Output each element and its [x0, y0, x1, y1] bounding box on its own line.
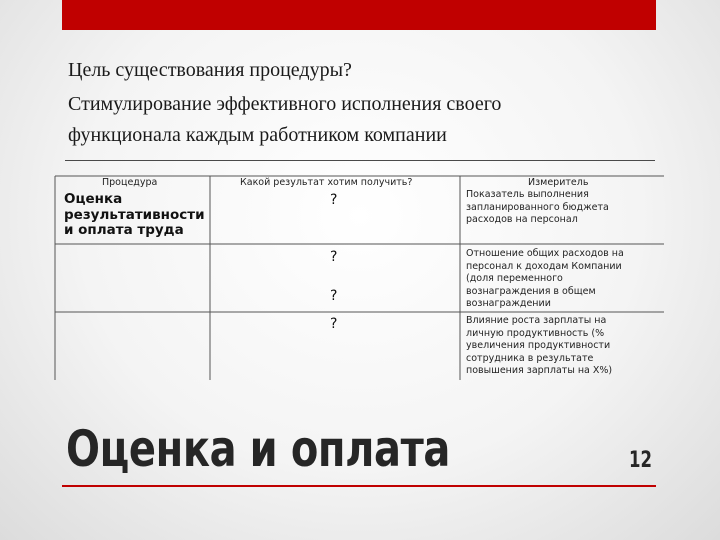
- top-accent-bar: [62, 0, 656, 30]
- header-result: Какой результат хотим получить?: [240, 177, 413, 188]
- procedure-line: результативности: [64, 206, 205, 223]
- bottom-accent-rule: [62, 485, 656, 487]
- measure-line: личную продуктивность (%: [466, 327, 605, 339]
- measure-cell-2: [466, 248, 666, 311]
- measure-line: увеличения продуктивности: [466, 340, 611, 352]
- measure-line: Отношение общих расходов на: [466, 248, 624, 259]
- purpose-question: Цель существования процедуры?: [68, 59, 352, 81]
- measure-line: (доля переменного: [466, 273, 563, 285]
- measure-line: Влияние роста зарплаты на: [466, 315, 607, 326]
- question-mark: ?: [330, 316, 338, 332]
- procedure-line: Оценка: [64, 191, 123, 207]
- purpose-answer-line-1: Стимулирование эффективного исполнения своего: [68, 93, 502, 115]
- slide-title: Оценка и оплата: [66, 420, 451, 478]
- divider-rule: [65, 160, 655, 161]
- measure-line: Показатель выполнения: [466, 189, 589, 200]
- header-measure: Измеритель: [528, 177, 589, 188]
- measure-line: запланированного бюджета: [466, 201, 609, 213]
- measure-line: повышения зарплаты на Х%): [466, 365, 613, 377]
- measure-line: сотрудника в результате: [466, 352, 594, 364]
- procedure-line: и оплата труда: [64, 222, 184, 238]
- measure-line: вознаграждении: [466, 298, 551, 310]
- procedure-cell: [64, 192, 205, 239]
- header-procedure: Процедура: [102, 177, 158, 188]
- measure-cell-1: [466, 189, 666, 227]
- page-number: 12: [629, 448, 652, 473]
- measure-line: персонал к доходам Компании: [466, 260, 622, 272]
- question-mark: ?: [330, 249, 338, 265]
- question-mark: ?: [330, 192, 338, 208]
- measure-line: вознаграждения в общем: [466, 285, 596, 297]
- measure-cell-3: [466, 315, 666, 378]
- purpose-answer-line-2: функционала каждым работником компании: [68, 124, 447, 146]
- measure-line: расходов на персонал: [466, 214, 578, 226]
- question-mark: ?: [330, 288, 338, 304]
- purpose-answer: [68, 89, 668, 151]
